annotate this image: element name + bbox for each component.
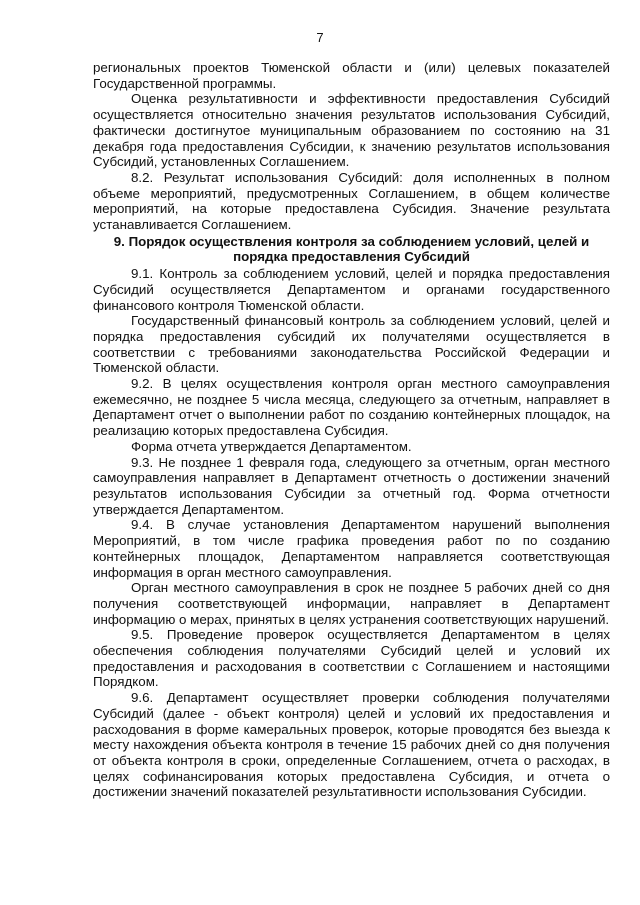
- paragraph: Оценка результативности и эффективности предоставления Субсидий осуществляется относительно значения результатов использования Субсидий, фактически достигнутое муниципальным образованием по состоянию на 31 декабря года предоставления Субсидии, к значению результатов использования Субсидий, установленных Соглашением.: [93, 91, 610, 170]
- section-heading: 9. Порядок осуществления контроля за соблюдением условий, целей и порядка предоставления Субсидий: [113, 233, 590, 265]
- paragraph: региональных проектов Тюменской области и (или) целевых показателей Государственной программы.: [93, 60, 610, 91]
- page-number: 7: [316, 30, 324, 45]
- paragraph: 9.4. В случае установления Департаментом нарушений выполнения Мероприятий, в том числе графика проведения работ по по созданию контейнерных площадок, Департаментом направляется соответствующая информация в орган местного самоуправления.: [93, 517, 610, 580]
- document-body: [93, 60, 610, 800]
- paragraph: Государственный финансовый контроль за соблюдением условий, целей и порядка предоставления субсидий их получателями осуществляется в соответствии с требованиями законодательства Российской Федерации и Тюменской области.: [93, 313, 610, 376]
- paragraph: 9.6. Департамент осуществляет проверки соблюдения получателями Субсидий (далее - объект контроля) целей и условий их предоставления и расходования в форме камеральных проверок, которые проводятся без выезда к месту нахождения объекта контроля в течение 15 рабочих дней со дня получения от объекта контроля в сроки, определенные Соглашением, отчета о расходах, в целях софинансирования которых предоставлена Субсидия, и отчета о достижении значений показателей результативности использования Субсидии.: [93, 690, 610, 800]
- paragraph: 9.2. В целях осуществления контроля орган местного самоуправления ежемесячно, не позднее 5 числа месяца, следующего за отчетным, направляет в Департамент отчет о выполнении работ по созданию контейнерных площадок, на реализацию которых предоставлена Субсидия.: [93, 376, 610, 439]
- paragraph: 9.3. Не позднее 1 февраля года, следующего за отчетным, орган местного самоуправления направляет в Департамент отчетность о достижении значений результатов использования Субсидии за отчетный год. Форма отчетности утверждается Департаментом.: [93, 454, 610, 517]
- paragraph: Орган местного самоуправления в срок не позднее 5 рабочих дней со дня получения соответствующей информации, направляет в Департамент информацию о мерах, принятых в целях устранения соответствующих нарушений.: [93, 580, 610, 627]
- paragraph: 8.2. Результат использования Субсидий: доля исполненных в полном объеме мероприятий, предусмотренных Соглашением, в общем количестве мероприятий, на которые предоставлена Субсидия. Значение результата устанавливается Соглашением.: [93, 169, 610, 233]
- paragraph: 9.1. Контроль за соблюдением условий, целей и порядка предоставления Субсидий осуществляется Департаментом и органами государственного финансового контроля Тюменской области.: [93, 266, 610, 313]
- paragraph: Форма отчета утверждается Департаментом.: [131, 438, 412, 454]
- paragraph: 9.5. Проведение проверок осуществляется Департаментом в целях обеспечения соблюдения получателями Субсидий целей и условий их предоставления и расходования в соответствии с Соглашением и настоящими Порядком.: [93, 627, 610, 690]
